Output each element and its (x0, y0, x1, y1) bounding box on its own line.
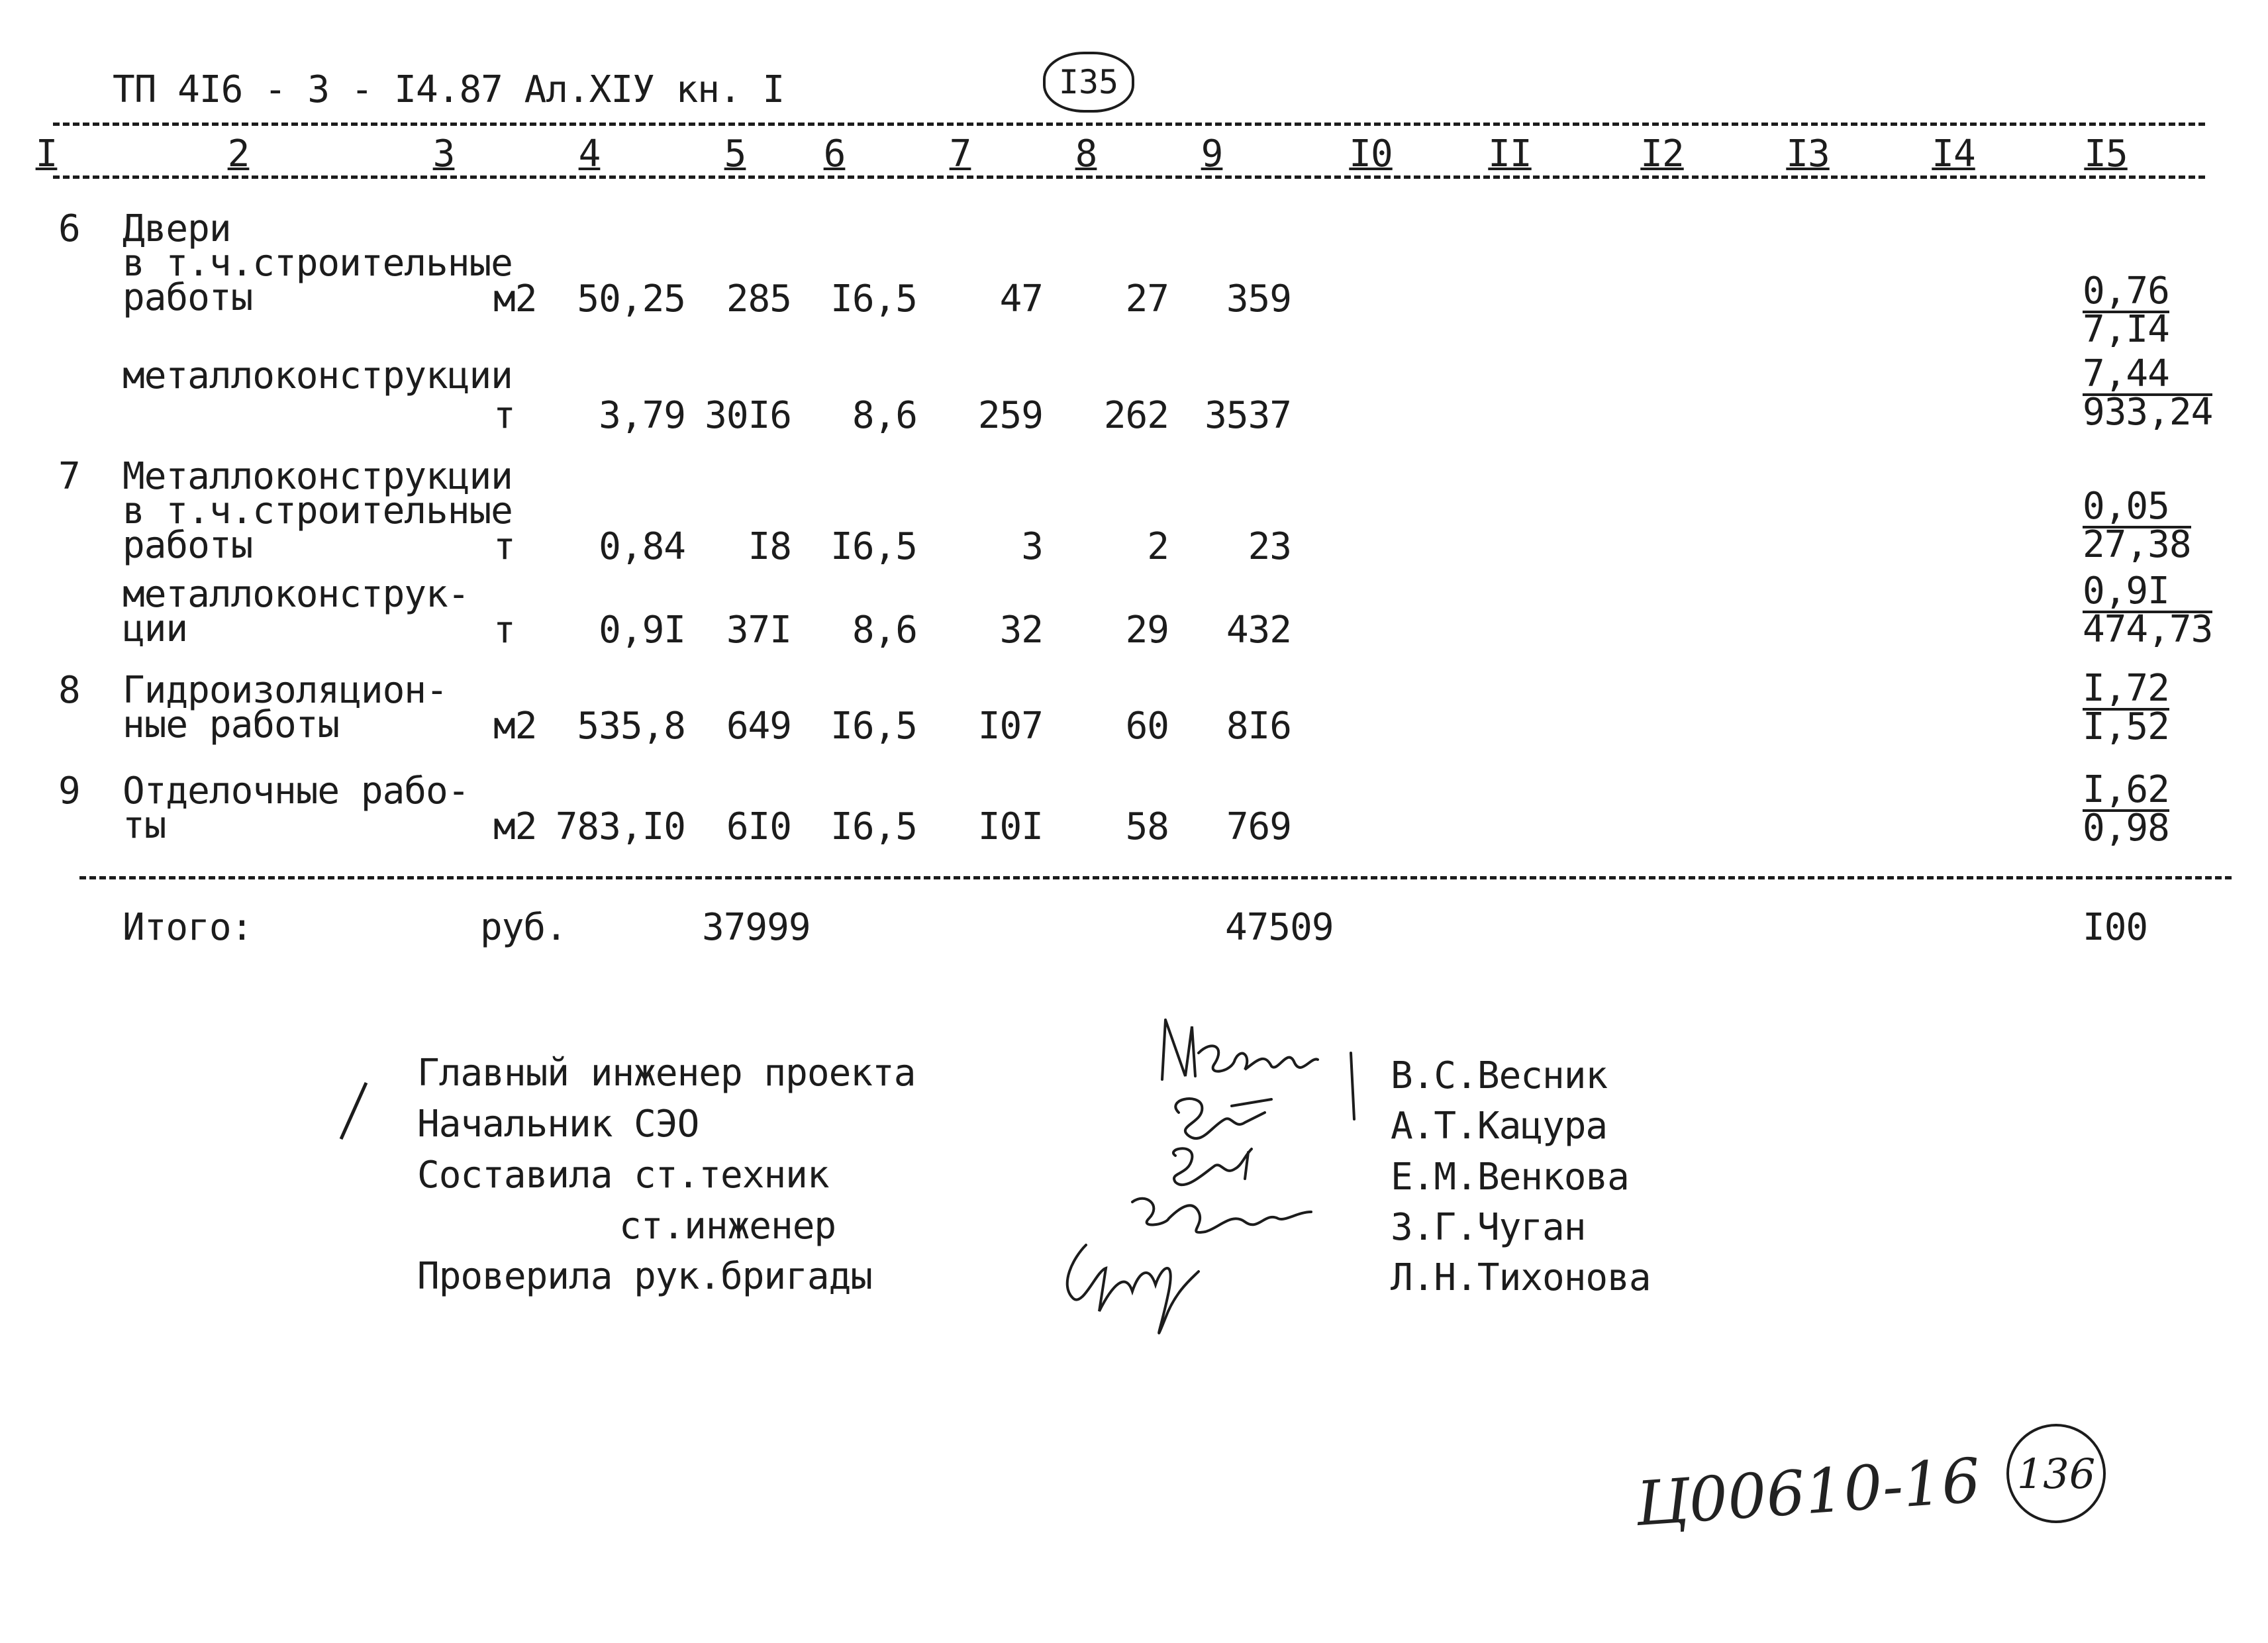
total-unit: руб. (480, 906, 567, 949)
row-name-line: Двери (123, 207, 231, 250)
column-number: I3 (1786, 132, 1830, 175)
row-name-line: металлоконструк- (123, 573, 469, 616)
row-value-c4: 783,I0 (555, 805, 685, 848)
row-share-fraction (2083, 667, 2169, 748)
column-number: 6 (823, 132, 846, 175)
fraction-numerator: 0,76 (2083, 270, 2169, 313)
column-number: II (1488, 132, 1532, 175)
row-value-c4: 50,25 (577, 277, 685, 321)
row-number: 6 (58, 207, 80, 250)
row-value-c9: 769 (1226, 805, 1291, 848)
fraction-numerator: I,62 (2083, 768, 2169, 811)
row-value-c4: 0,84 (599, 525, 685, 568)
page-number-bottom: 136 (2016, 1449, 2096, 1498)
total-rule (79, 876, 2232, 879)
row-value-c7: 3 (1021, 525, 1043, 568)
signature-name-4: З.Г.Чуган (1391, 1206, 1586, 1249)
row-unit: м2 (493, 705, 537, 748)
fraction-denominator: 0,98 (2083, 807, 2169, 850)
row-value-c9: 3537 (1205, 394, 1291, 437)
row-value-c6: 8,6 (852, 609, 917, 652)
row-value-c8: 58 (1125, 805, 1169, 848)
row-value-c5: 649 (726, 705, 791, 748)
row-unit: т (493, 609, 515, 652)
column-number: 5 (724, 132, 746, 175)
row-value-c8: 2 (1147, 525, 1169, 568)
column-number: 8 (1075, 132, 1097, 175)
row-name-line: работы (123, 276, 253, 319)
document-code: ТП 4I6 - 3 - I4.87 Ал.XIУ кн. I (113, 68, 785, 111)
row-name-line: Металлоконструкции (123, 455, 513, 498)
row-value-c5: 285 (726, 277, 791, 321)
row-value-c5: 6I0 (726, 805, 791, 848)
row-value-c5: I8 (748, 525, 791, 568)
fraction-denominator: 7,I4 (2083, 308, 2169, 351)
fraction-numerator: 0,9I (2083, 575, 2212, 613)
column-number: 2 (227, 132, 250, 175)
margin-check-mark (334, 1079, 374, 1146)
signature-name-5: Л.Н.Тихонова (1391, 1256, 1651, 1299)
column-number: I (35, 132, 58, 175)
row-unit: м2 (493, 805, 537, 848)
row-share-fraction (2083, 768, 2169, 850)
row-value-c4: 3,79 (599, 394, 685, 437)
row-value-c6: I6,5 (830, 277, 917, 321)
row-value-c9: 432 (1226, 609, 1291, 652)
row-name-line: ции (123, 607, 188, 650)
row-name-line: в т.ч.строительные (123, 489, 513, 532)
row-value-c6: I6,5 (830, 805, 917, 848)
fraction-denominator: 933,24 (2083, 391, 2213, 434)
signature-role-2: Начальник СЭО (417, 1103, 699, 1146)
column-number: 4 (578, 132, 601, 175)
row-value-c4: 535,8 (577, 705, 685, 748)
header-bottom-rule (53, 175, 2205, 179)
page-number-top-stamp (1043, 52, 1134, 113)
fraction-numerator: 7,44 (2083, 358, 2212, 396)
column-number: I2 (1640, 132, 1684, 175)
row-value-c9: 23 (1248, 525, 1291, 568)
row-name-line: Гидроизоляцион- (123, 669, 448, 712)
row-name-line: металлоконструкции (123, 354, 513, 397)
row-value-c7: 259 (977, 394, 1043, 437)
row-value-c9: 8I6 (1226, 705, 1291, 748)
row-name-line: работы (123, 524, 253, 567)
row-unit: т (493, 394, 515, 437)
column-number: 9 (1201, 132, 1223, 175)
column-number: I0 (1349, 132, 1393, 175)
row-value-c7: 32 (999, 609, 1043, 652)
row-share-fraction (2083, 485, 2191, 566)
signature-role-3: Составила ст.техник (417, 1154, 829, 1197)
row-number: 8 (58, 669, 80, 712)
row-value-c9: 359 (1226, 277, 1291, 321)
row-value-c4: 0,9I (599, 609, 685, 652)
archive-code: Ц00610-16 (1633, 1444, 1983, 1540)
row-name-line: ты (123, 804, 166, 847)
row-value-c8: 29 (1125, 609, 1169, 652)
row-value-c7: I0I (977, 805, 1043, 848)
row-value-c8: 262 (1103, 394, 1169, 437)
row-value-c6: 8,6 (852, 394, 917, 437)
column-number: 7 (949, 132, 971, 175)
row-value-c5: 30I6 (705, 394, 791, 437)
page-number-bottom-stamp (2006, 1424, 2106, 1523)
fraction-numerator: I,72 (2083, 667, 2169, 710)
row-name-line: в т.ч.строительные (123, 242, 513, 285)
row-value-c6: I6,5 (830, 705, 917, 748)
row-unit: м2 (493, 277, 537, 321)
row-name-line: ные работы (123, 703, 340, 746)
total-col5: 37999 (702, 906, 811, 949)
row-unit: т (493, 525, 515, 568)
handwritten-signatures (1033, 1007, 1404, 1351)
signature-role-5: Проверила рук.бригады (417, 1255, 873, 1298)
row-share-fraction (2083, 270, 2169, 351)
column-number: I4 (1932, 132, 1975, 175)
signature-role-4: ст.инженер (619, 1205, 836, 1248)
row-share-fraction (2083, 570, 2213, 651)
row-number: 9 (58, 770, 80, 813)
fraction-denominator: 474,73 (2083, 608, 2213, 651)
row-share-fraction (2083, 352, 2213, 434)
row-value-c7: I07 (977, 705, 1043, 748)
total-col9: 47509 (1225, 906, 1334, 949)
signature-name-1: В.С.Весник (1391, 1054, 1608, 1097)
row-number: 7 (58, 455, 80, 498)
header-top-rule (53, 123, 2205, 126)
signature-role-1: Главный инженер проекта (417, 1052, 916, 1095)
fraction-denominator: I,52 (2083, 705, 2169, 748)
row-value-c6: I6,5 (830, 525, 917, 568)
signature-name-3: Е.М.Венкова (1391, 1156, 1629, 1199)
row-value-c8: 27 (1125, 277, 1169, 321)
column-number: 3 (432, 132, 455, 175)
fraction-numerator: 0,05 (2083, 490, 2191, 528)
fraction-denominator: 27,38 (2083, 523, 2191, 566)
row-name-line: Отделочные рабо- (123, 770, 469, 813)
page-number-top: I35 (1058, 63, 1119, 101)
row-value-c8: 60 (1125, 705, 1169, 748)
total-label: Итого: (123, 906, 253, 949)
column-number: I5 (2084, 132, 2128, 175)
row-value-c5: 37I (726, 609, 791, 652)
total-col15: I00 (2083, 906, 2148, 949)
row-value-c7: 47 (999, 277, 1043, 321)
signature-name-2: А.Т.Кацура (1391, 1105, 1608, 1148)
